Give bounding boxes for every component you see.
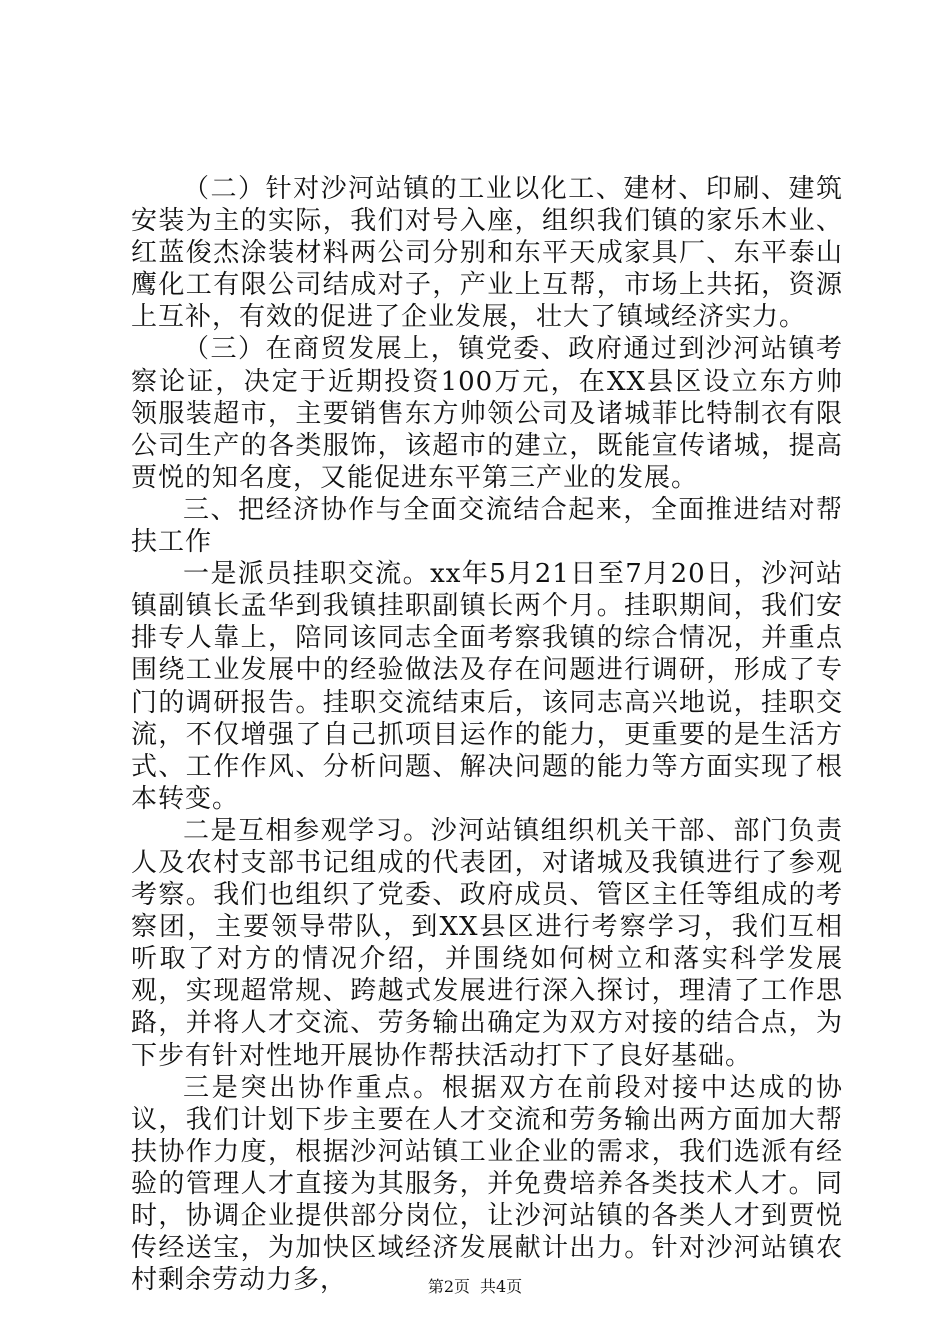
- section-heading-three: 三、把经济协作与全面交流结合起来，全面推进结对帮扶工作: [131, 494, 843, 558]
- paragraph-commerce: （三）在商贸发展上，镇党委、政府通过到沙河站镇考察论证，决定于近期投资100万元，在XX县区设立东方帅领服装超市，主要销售东方帅领公司及诸城菲比特制衣有限公司生产的各类服饰，该超市的建立，既能宣传诸城，提高贾悦的知名度，又能促进东平第三产业的发展。: [131, 334, 843, 493]
- paragraph-industry-pairing: （二）针对沙河站镇的工业以化工、建材、印刷、建筑安装为主的实际，我们对号入座，组织我们镇的家乐木业、红蓝俊杰涂装材料两公司分别和东平天成家具厂、东平泰山鹰化工有限公司结成对子，产业上互帮，市场上共拓，资源上互补，有效的促进了企业发展，壮大了镇域经济实力。: [131, 174, 843, 333]
- paragraph-cooperation-focus: 三是突出协作重点。根据双方在前段对接中达成的协议，我们计划下步主要在人才交流和劳务输出两方面加大帮扶协作力度，根据沙河站镇工业企业的需求，我们选派有经验的管理人才直接为其服务，并免费培养各类技术人才。同时，协调企业提供部分岗位，让沙河站镇的各类人才到贾悦传经送宝，为加快区域经济发展献计出力。针对沙河站镇农村剩余劳动力多，: [131, 1072, 843, 1296]
- page-number: 第2页: [427, 1277, 470, 1296]
- paragraph-staff-exchange: 一是派员挂职交流。xx年5月21日至7月20日，沙河站镇副镇长孟华到我镇挂职副镇长两个月。挂职期间，我们安排专人靠上，陪同该同志全面考察我镇的综合情况，并重点围绕工业发展中的经验做法及存在问题进行调研，形成了专门的调研报告。挂职交流结束后，该同志高兴地说，挂职交流，不仅增强了自己抓项目运作的能力，更重要的是生活方式、工作作风、分析问题、解决问题的能力等方面实现了根本转变。: [131, 559, 843, 814]
- paragraph-mutual-visits: 二是互相参观学习。沙河站镇组织机关干部、部门负责人及农村支部书记组成的代表团，对诸城及我镇进行了参观考察。我们也组织了党委、政府成员、管区主任等组成的考察团，主要领导带队，到XX县区进行考察学习，我们互相听取了对方的情况介绍，并围绕如何树立和落实科学发展观，实现超常规、跨越式发展进行深入探讨，理清了工作思路，并将人才交流、劳务输出确定为双方对接的结合点，为下步有针对性地开展协作帮扶活动打下了良好基础。: [131, 815, 843, 1071]
- page-footer: [0, 1274, 950, 1297]
- document-body: [131, 173, 843, 1296]
- page-total: 共4页: [480, 1277, 523, 1296]
